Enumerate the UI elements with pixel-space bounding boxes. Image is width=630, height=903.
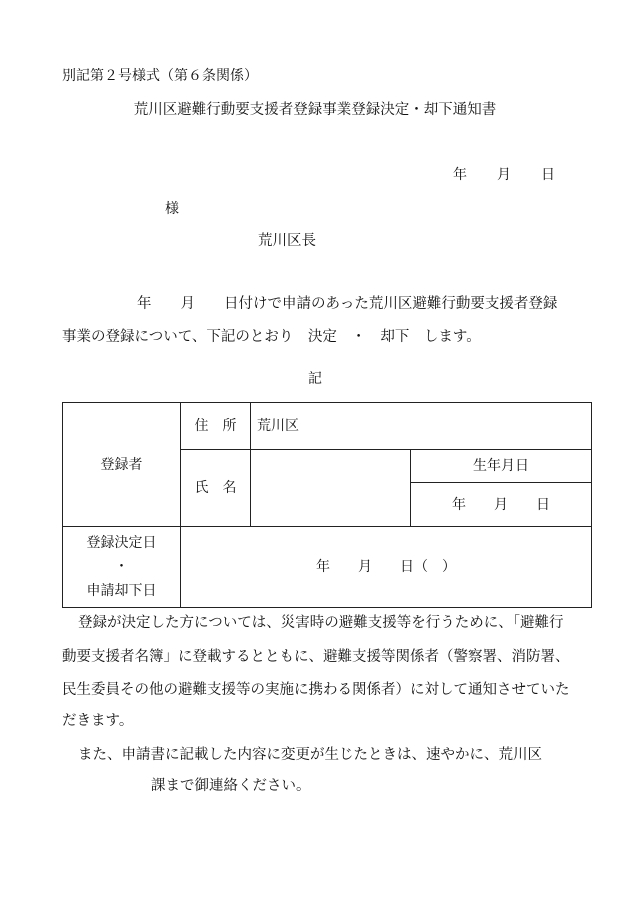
body-line-1: 年 月 日付けで申請のあった荒川区避難行動要支援者登録 [137,296,558,312]
note-paragraph-1-line-4: だきます。 [62,713,134,729]
note-paragraph-1-line-3: 民生委員その他の避難支援等の実施に携わる関係者）に対して通知させていた [62,682,570,698]
body-line-2: 事業の登録について、下記のとおり 決定 ・ 却下 します。 [62,329,481,345]
issue-date [453,168,555,182]
decision-date-label [63,527,181,608]
address-label: 住 所 [181,403,251,450]
decision-label-separator: ・ [114,559,129,575]
date-year: 年 [453,167,467,183]
birthdate-value: 年 月 日 [411,483,592,527]
note-paragraph-1-line-2: 動要支援者名簿」に登載するとともに、避難支援等関係者（警察署、消防署、 [62,649,570,665]
document-title: 荒川区避難行動要支援者登録事業登録決定・却下通知書 [133,102,497,118]
name-value [251,450,411,527]
date-day: 日 [541,167,555,183]
note-paragraph-2-line-1: また、申請書に記載した内容に変更が生じたときは、速やかに、荒川区 [78,747,542,763]
address-value: 荒川区 [251,403,592,450]
decision-date-value: 年 月 日（ ） [181,527,592,608]
date-month: 月 [497,167,511,183]
name-label: 氏 名 [181,450,251,527]
registrant-label: 登録者 [63,403,181,527]
note-paragraph-1-line-1: 登録が決定した方については、災害時の避難支援等を行うために、「避難行 [78,615,564,631]
decision-label-rejection: 申請却下日 [86,583,157,599]
addressee-honorific: 様 [165,201,179,217]
note-paragraph-2-line-2: 課まで御連絡ください。 [151,778,311,794]
ki-heading: 記 [308,371,322,387]
form-number: 別記第２号様式（第６条関係） [62,68,258,84]
issuer-name: 荒川区長 [258,233,316,249]
registration-table [62,402,592,608]
decision-label-registration: 登録決定日 [86,535,157,551]
birthdate-label: 生年月日 [411,450,592,483]
